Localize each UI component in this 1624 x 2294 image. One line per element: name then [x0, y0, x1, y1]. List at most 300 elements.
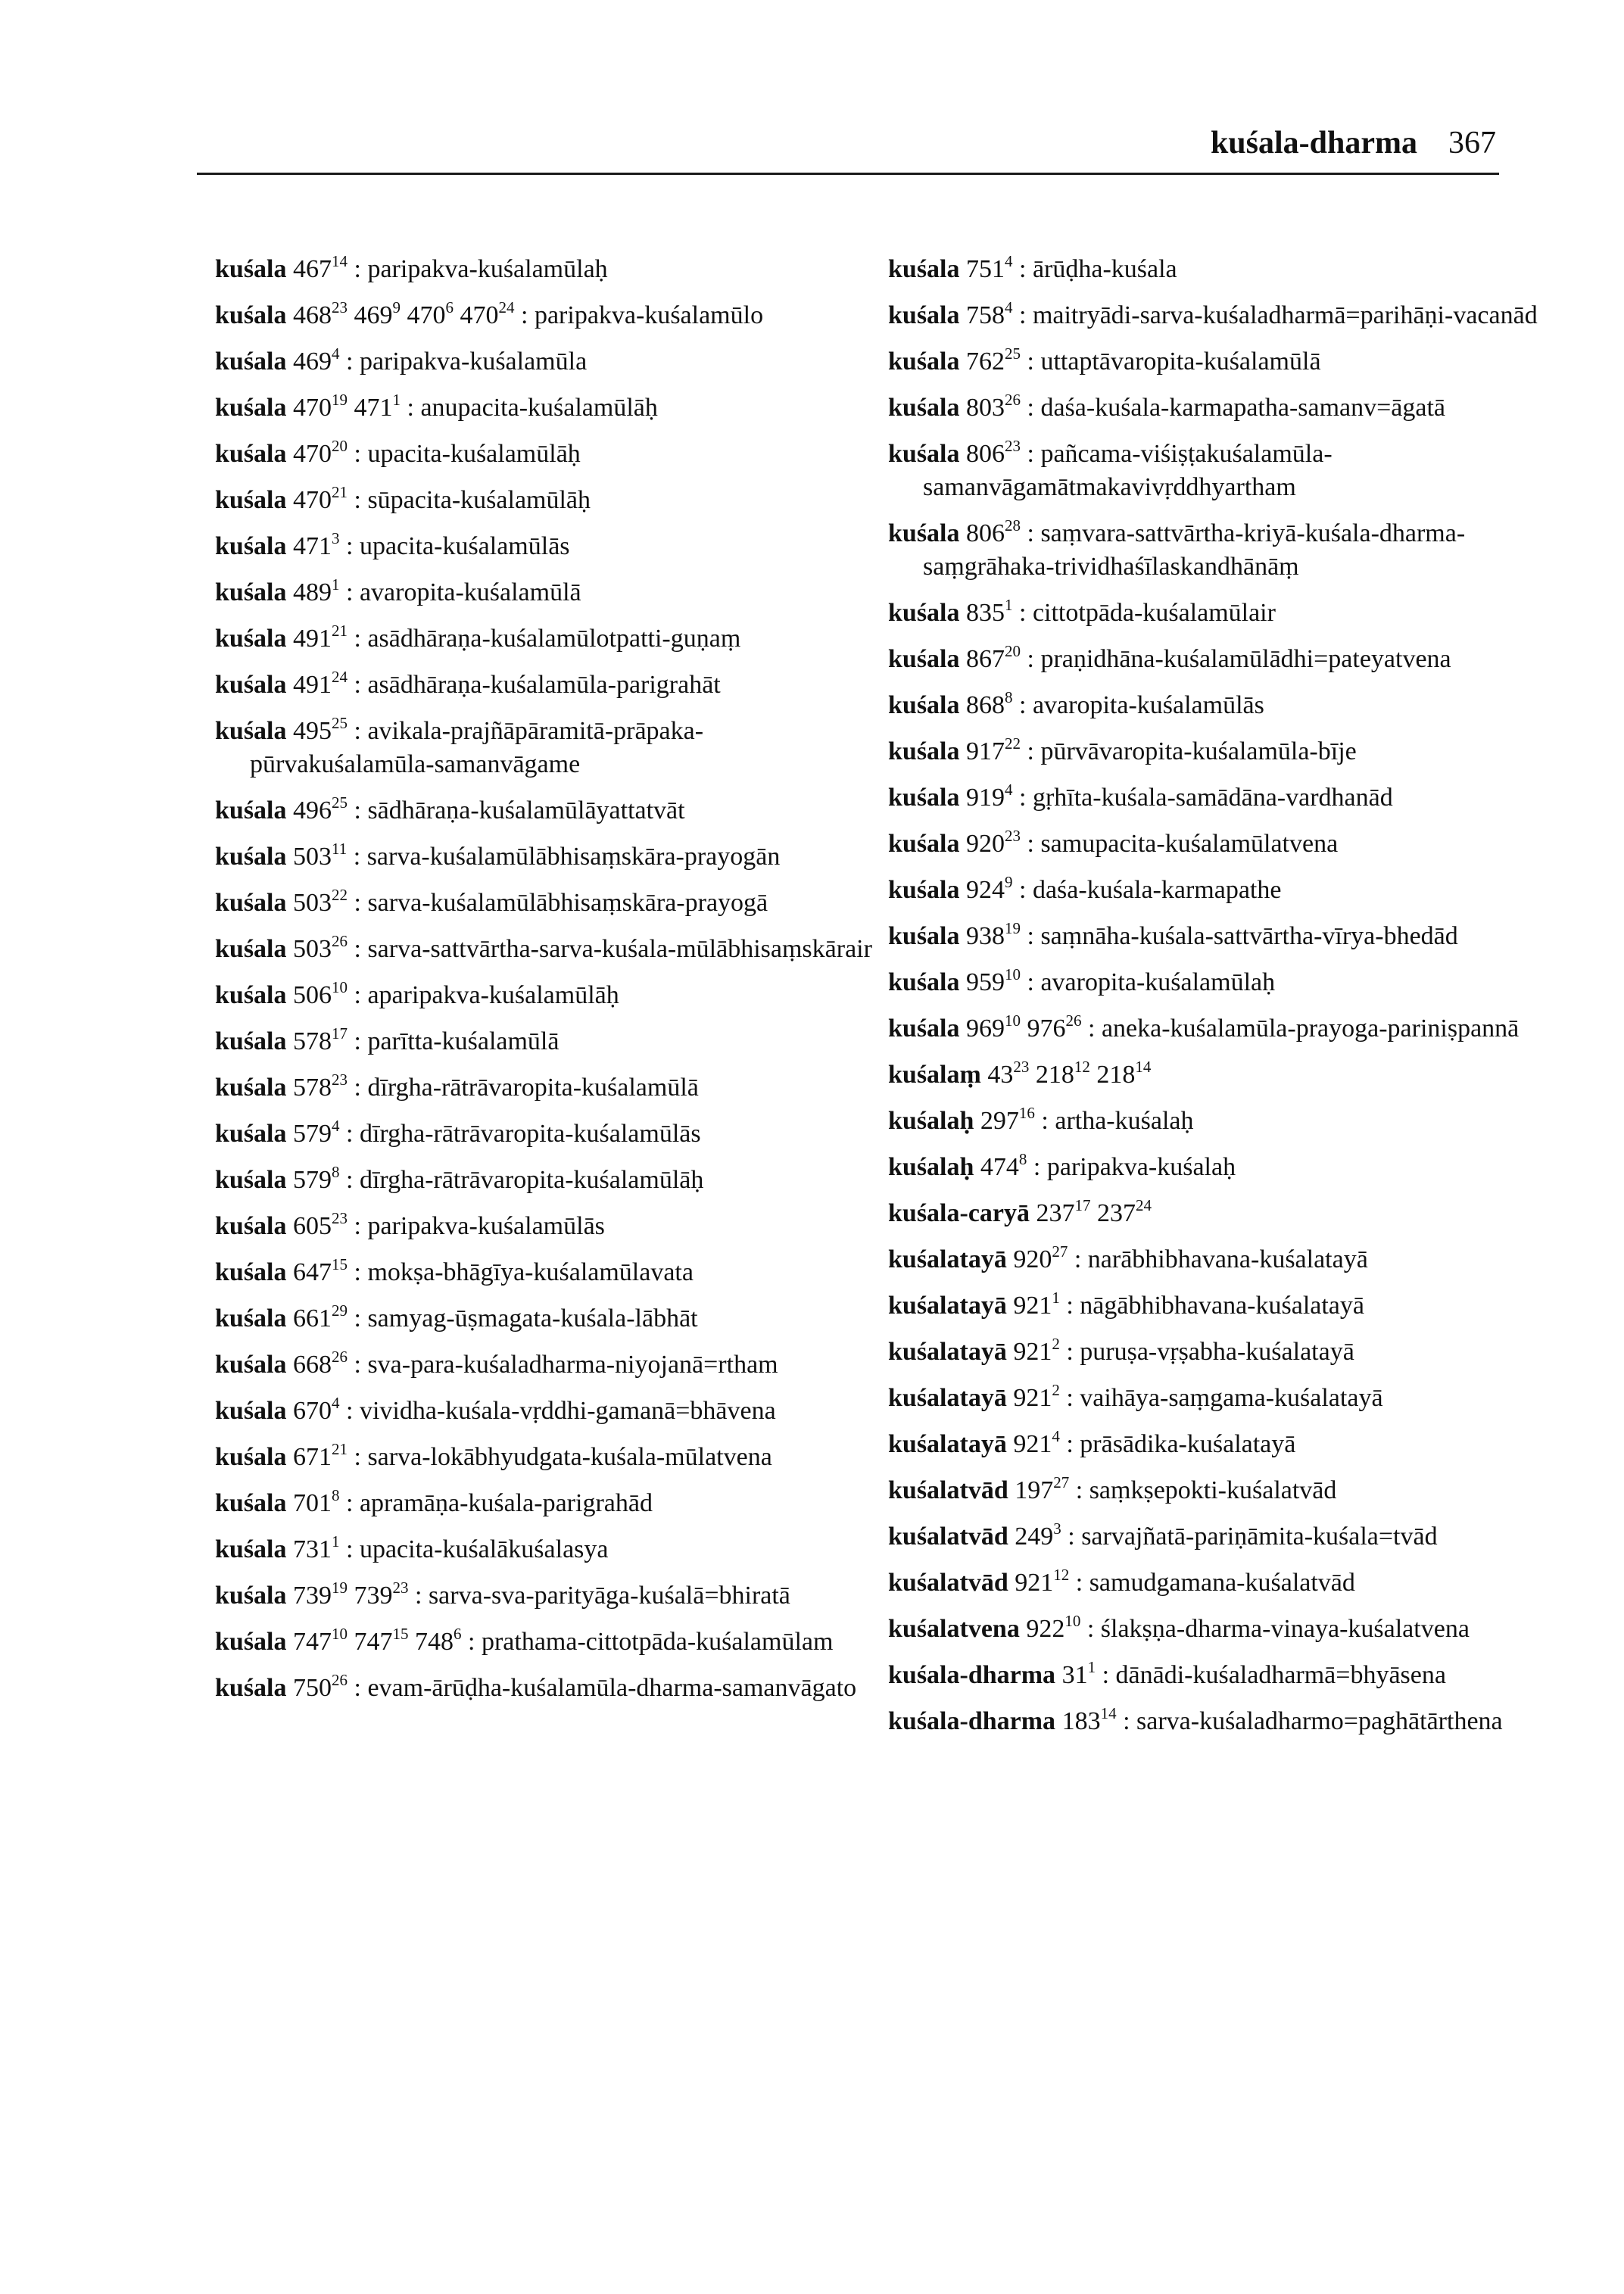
- entry-headword: kuśala: [215, 889, 287, 917]
- reference-page: 506: [293, 981, 332, 1009]
- entry-headword: kuśala: [888, 645, 960, 673]
- entry-gloss: sarva-sattvārtha-sarva-kuśala-mūlābhisaṃskārair: [367, 935, 872, 963]
- index-entry: [888, 781, 1554, 815]
- entry-headword: kuśala: [888, 830, 960, 858]
- entry-headword: kuśalatayā: [888, 1430, 1007, 1458]
- entry-headword: kuśalatayā: [888, 1338, 1007, 1366]
- entry-reference: [293, 714, 348, 745]
- entry-separator: [1060, 1338, 1080, 1366]
- index-entry: [215, 530, 881, 563]
- reference-page: 470: [460, 301, 499, 329]
- entry-gloss: upacita-kuśalamūlāḥ: [367, 440, 581, 468]
- index-entry: [215, 391, 881, 425]
- index-entry: [888, 735, 1554, 768]
- entry-headword: kuśala: [215, 671, 287, 699]
- entry-gloss: vaihāya-saṃgama-kuśalatayā: [1080, 1384, 1383, 1412]
- index-entry: [888, 828, 1554, 861]
- index-entry: [888, 1058, 1554, 1092]
- entry-headword: kuśala-caryā: [888, 1199, 1030, 1227]
- reference-page: 197: [1015, 1476, 1054, 1504]
- entry-headword: kuśalatayā: [888, 1245, 1007, 1273]
- index-entry: [888, 1197, 1554, 1230]
- index-entry: [888, 1474, 1554, 1507]
- entry-gloss: sva-para-kuśaladharma-niyojanā=rtham: [367, 1351, 778, 1379]
- entry-separator: [1021, 830, 1040, 858]
- reference-line: 26: [1065, 1011, 1082, 1030]
- entry-headword: kuśalaṃ: [888, 1061, 981, 1089]
- reference-line: 6: [454, 1625, 462, 1643]
- reference-line: 29: [332, 1301, 348, 1320]
- reference-line: 8: [1018, 1150, 1027, 1168]
- entry-separator: [1080, 1615, 1100, 1643]
- entry-gloss: ślakṣṇa-dharma-vinaya-kuśalatvena: [1100, 1615, 1470, 1643]
- entry-gloss: uttaptāvaropita-kuśalamūlā: [1040, 348, 1321, 376]
- reference-page: 578: [293, 1027, 332, 1055]
- reference-page: 747: [293, 1628, 332, 1656]
- entry-headword: kuśala: [215, 1443, 287, 1471]
- entry-headword: kuśala: [888, 876, 960, 904]
- index-entry: [888, 1520, 1554, 1554]
- entry-gloss: aneka-kuśalamūla-prayoga-pariniṣpannā: [1101, 1015, 1520, 1043]
- reference-page: 751: [966, 255, 1005, 283]
- reference-page: 762: [966, 348, 1005, 376]
- reference-line: 26: [1005, 391, 1021, 409]
- reference-page: 471: [293, 532, 332, 560]
- entry-separator: [1060, 1384, 1080, 1412]
- entry-separator: [1013, 691, 1033, 719]
- entry-headword: kuśala: [215, 1351, 287, 1379]
- entry-separator: [1021, 922, 1040, 950]
- reference-page: 921: [1013, 1338, 1052, 1366]
- entry-gloss: samudgamana-kuśalatvād: [1089, 1569, 1355, 1597]
- entry-headword: kuśala: [215, 1027, 287, 1055]
- entry-gloss: mokṣa-bhāgīya-kuśalamūlavata: [367, 1258, 694, 1286]
- entry-reference: [1015, 1473, 1070, 1504]
- reference-page: 921: [1013, 1430, 1052, 1458]
- entry-reference: [293, 1163, 340, 1194]
- entry-headword: kuśalatvād: [888, 1523, 1008, 1551]
- entry-headword: kuśala: [215, 1535, 287, 1563]
- entry-reference: [293, 668, 348, 699]
- entry-gloss: sādhāraṇa-kuśalamūlāyattatvāt: [367, 796, 685, 824]
- reference-page: 489: [293, 578, 332, 606]
- index-entry: [215, 576, 881, 609]
- reference-line: 10: [332, 1625, 348, 1643]
- entry-gloss: daśa-kuśala-karmapatha-samanv=āgatā: [1040, 394, 1446, 422]
- reference-page: 579: [293, 1166, 332, 1194]
- entry-headword: kuśala-dharma: [888, 1661, 1056, 1689]
- entry-separator: [1035, 1107, 1055, 1135]
- reference-line: 26: [332, 1671, 348, 1689]
- entry-reference: [1097, 1196, 1152, 1227]
- index-entry: [215, 933, 881, 966]
- reference-line: 10: [1005, 965, 1021, 983]
- reference-line: 23: [1013, 1058, 1030, 1076]
- reference-page: 491: [293, 625, 332, 653]
- entry-separator: [348, 981, 367, 1009]
- reference-page: 920: [1013, 1245, 1052, 1273]
- entry-reference: [354, 298, 401, 329]
- reference-line: 25: [332, 793, 348, 812]
- reference-line: 27: [1052, 1242, 1068, 1261]
- index-entry: [215, 1625, 881, 1659]
- reference-page: 503: [293, 935, 332, 963]
- entry-headword: kuśala: [215, 625, 287, 653]
- entry-separator: [1027, 1153, 1046, 1181]
- reference-page: 976: [1027, 1015, 1066, 1043]
- index-column-right: [888, 253, 1554, 1751]
- reference-line: 6: [445, 298, 454, 316]
- reference-line: 14: [1100, 1704, 1117, 1722]
- index-entry: [215, 299, 881, 332]
- reference-page: 671: [293, 1443, 332, 1471]
- entry-separator: [1096, 1661, 1115, 1689]
- entry-headword: kuśala: [215, 1489, 287, 1517]
- reference-line: 4: [1005, 298, 1013, 316]
- reference-line: 10: [1064, 1612, 1081, 1630]
- reference-page: 806: [966, 519, 1005, 547]
- index-entry: [215, 840, 881, 874]
- reference-line: 12: [1053, 1566, 1070, 1584]
- index-entry: [215, 1533, 881, 1566]
- reference-page: 496: [293, 796, 332, 824]
- entry-reference: [293, 1394, 340, 1425]
- reference-page: 579: [293, 1120, 332, 1148]
- index-entry: [215, 887, 881, 920]
- reference-line: 26: [332, 932, 348, 950]
- index-entry: [888, 1151, 1554, 1184]
- entry-separator: [340, 1166, 360, 1194]
- entry-separator: [1021, 348, 1040, 376]
- entry-gloss: sarva-kuśalamūlābhisaṃskāra-prayogān: [366, 843, 781, 871]
- reference-page: 647: [293, 1258, 332, 1286]
- reference-page: 661: [293, 1304, 332, 1332]
- index-entry: [215, 253, 881, 286]
- reference-line: 8: [332, 1486, 340, 1504]
- entry-reference: [293, 1625, 348, 1656]
- entry-headword: kuśala: [215, 717, 287, 745]
- entry-headword: kuśala: [888, 255, 960, 283]
- entry-gloss: paripakva-kuśalamūla: [359, 348, 588, 376]
- reference-line: 23: [1005, 437, 1021, 455]
- entry-reference: [1015, 1519, 1061, 1551]
- entry-headword: kuśala: [215, 1397, 287, 1425]
- reference-page: 867: [966, 645, 1005, 673]
- index-entry: [888, 643, 1554, 676]
- entry-reference: [354, 1625, 409, 1656]
- entry-separator: [348, 717, 367, 745]
- entry-headword: kuśala: [888, 922, 960, 950]
- entry-reference: [460, 298, 515, 329]
- index-entry: [888, 1012, 1554, 1046]
- entry-gloss: pañcama-viśiṣṭakuśalamūla-samanvāgamātmakavivṛddhyartham: [923, 440, 1333, 501]
- reference-line: 25: [1005, 344, 1021, 363]
- entry-headword: kuśala: [215, 1304, 287, 1332]
- entry-headword: kuśala: [215, 935, 287, 963]
- index-column-left: [215, 253, 881, 1718]
- entry-gloss: paripakva-kuśalaḥ: [1046, 1153, 1236, 1181]
- reference-page: 183: [1061, 1707, 1101, 1735]
- reference-line: 2: [1052, 1381, 1060, 1399]
- reference-page: 467: [293, 255, 332, 283]
- entry-reference: [1061, 1658, 1096, 1689]
- index-entry: [215, 1025, 881, 1058]
- entry-reference: [293, 1486, 340, 1517]
- entry-separator: [1013, 876, 1033, 904]
- reference-line: 23: [332, 1071, 348, 1089]
- reference-page: 747: [354, 1628, 393, 1656]
- reference-line: 17: [332, 1024, 348, 1043]
- index-entry: [888, 1289, 1554, 1323]
- reference-page: 670: [293, 1397, 332, 1425]
- entry-headword: kuśala: [215, 1212, 287, 1240]
- entry-reference: [966, 919, 1021, 950]
- reference-line: 9: [1005, 873, 1013, 891]
- reference-page: 503: [293, 843, 332, 871]
- entry-separator: [1021, 737, 1040, 765]
- reference-line: 1: [332, 575, 340, 594]
- entry-headword: kuśala: [215, 1120, 287, 1148]
- entry-gloss: puruṣa-vṛṣabha-kuśalatayā: [1080, 1338, 1354, 1366]
- entry-headword: kuśala: [215, 255, 287, 283]
- entry-headword: kuśalatvād: [888, 1476, 1008, 1504]
- reference-page: 917: [966, 737, 1005, 765]
- index-entry: [215, 1071, 881, 1105]
- index-entry: [888, 920, 1554, 953]
- entry-gloss: sarva-kuśaladharmo=paghātārthena: [1136, 1707, 1503, 1735]
- entry-separator: [348, 486, 367, 514]
- index-entry: [888, 1243, 1554, 1276]
- page-number: 367: [1448, 126, 1496, 161]
- entry-gloss: praṇidhāna-kuśalamūlādhi=pateyatvena: [1040, 645, 1451, 673]
- entry-headword: kuśalatvena: [888, 1615, 1020, 1643]
- entry-gloss: sarva-lokābhyudgata-kuśala-mūlatvena: [367, 1443, 772, 1471]
- entry-gloss: prathama-cittotpāda-kuśalamūlam: [481, 1628, 834, 1656]
- entry-separator: [1060, 1430, 1080, 1458]
- entry-gloss: paripakva-kuśalamūlaḥ: [367, 255, 608, 283]
- entry-reference: [1061, 1704, 1117, 1735]
- entry-separator: [348, 440, 367, 468]
- index-entry: [215, 1441, 881, 1474]
- reference-line: 21: [332, 1440, 348, 1458]
- entry-reference: [293, 1671, 348, 1702]
- reference-page: 468: [293, 301, 332, 329]
- entry-separator: [1013, 301, 1033, 329]
- reference-line: 16: [1018, 1104, 1035, 1122]
- reference-line: 1: [1052, 1289, 1060, 1307]
- entry-separator: [1021, 519, 1040, 547]
- reference-line: 23: [1005, 827, 1021, 845]
- entry-reference: [293, 840, 348, 871]
- reference-line: 10: [332, 978, 348, 996]
- reference-line: 19: [332, 1579, 348, 1597]
- index-entry: [888, 517, 1554, 584]
- entry-headword: kuśala: [215, 394, 287, 422]
- reference-page: 868: [966, 691, 1005, 719]
- entry-gloss: apramāṇa-kuśala-parigrahād: [359, 1489, 653, 1517]
- entry-gloss: asādhāraṇa-kuśalamūlotpatti-guṇaṃ: [367, 625, 741, 653]
- reference-line: 1: [332, 1532, 340, 1551]
- entry-gloss: nāgābhibhavana-kuśalatayā: [1080, 1292, 1364, 1320]
- entry-reference: [966, 965, 1021, 996]
- entry-reference: [293, 391, 348, 422]
- entry-gloss: saṃnāha-kuśala-sattvārtha-vīrya-bhedād: [1040, 922, 1458, 950]
- reference-page: 470: [407, 301, 446, 329]
- entry-separator: [1021, 968, 1040, 996]
- reference-line: 25: [332, 714, 348, 732]
- reference-page: 237: [1036, 1199, 1075, 1227]
- reference-line: 4: [1005, 781, 1013, 799]
- entry-reference: [354, 391, 401, 422]
- reference-page: 491: [293, 671, 332, 699]
- index-entry: [888, 438, 1554, 504]
- entry-headword: kuśalatayā: [888, 1384, 1007, 1412]
- entry-reference: [966, 344, 1021, 376]
- entry-separator: [348, 796, 367, 824]
- entry-reference: [293, 1024, 348, 1055]
- entry-gloss: dānādi-kuśaladharmā=bhyāsena: [1115, 1661, 1446, 1689]
- reference-page: 701: [293, 1489, 332, 1517]
- index-entry: [888, 966, 1554, 999]
- reference-line: 3: [1053, 1519, 1061, 1538]
- entry-reference: [966, 827, 1021, 858]
- reference-line: 4: [1005, 252, 1013, 270]
- reference-line: 1: [1087, 1658, 1096, 1676]
- entry-gloss: ārūḍha-kuśala: [1032, 255, 1177, 283]
- entry-gloss: saṃkṣepokti-kuśalatvād: [1089, 1476, 1337, 1504]
- index-entry: [215, 1487, 881, 1520]
- reference-line: 17: [1074, 1196, 1091, 1214]
- entry-reference: [293, 1255, 348, 1286]
- entry-reference: [966, 391, 1021, 422]
- reference-page: 469: [293, 348, 332, 376]
- reference-line: 1: [392, 391, 401, 409]
- entry-headword: kuśalatayā: [888, 1292, 1007, 1320]
- index-entry: [215, 1672, 881, 1705]
- entry-separator: [1021, 645, 1040, 673]
- reference-page: 731: [293, 1535, 332, 1563]
- reference-line: 2: [1052, 1335, 1060, 1353]
- entry-headword: kuśala: [215, 1074, 287, 1102]
- entry-separator: [1069, 1569, 1089, 1597]
- entry-gloss: anupacita-kuśalamūlāḥ: [420, 394, 658, 422]
- entry-gloss: avikala-prajñāpāramitā-prāpaka-pūrvakuśalamūla-samanvāgame: [250, 717, 704, 778]
- reference-page: 31: [1061, 1661, 1088, 1689]
- reference-page: 249: [1015, 1523, 1054, 1551]
- entry-gloss: cittotpāda-kuśalamūlair: [1032, 599, 1276, 627]
- index-entry: [215, 794, 881, 828]
- entry-headword: kuśala: [215, 843, 287, 871]
- entry-reference: [293, 529, 340, 560]
- entry-gloss: parītta-kuśalamūlā: [367, 1027, 560, 1055]
- reference-page: 668: [293, 1351, 332, 1379]
- reference-page: 959: [966, 968, 1005, 996]
- entry-separator: [340, 1397, 360, 1425]
- index-entry: [888, 874, 1554, 907]
- entry-headword: kuśala: [215, 578, 287, 606]
- entry-separator: [1013, 255, 1033, 283]
- reference-line: 4: [1052, 1427, 1060, 1445]
- entry-reference: [966, 688, 1013, 719]
- entry-reference: [293, 1532, 340, 1563]
- entry-headword: kuśala: [888, 968, 960, 996]
- reference-page: 469: [354, 301, 393, 329]
- reference-page: 503: [293, 889, 332, 917]
- index-entry: [215, 1302, 881, 1336]
- index-entry: [215, 1579, 881, 1613]
- entry-gloss: prāsādika-kuśalatayā: [1080, 1430, 1296, 1458]
- reference-line: 20: [1005, 642, 1021, 660]
- reference-page: 578: [293, 1074, 332, 1102]
- reference-page: 919: [966, 784, 1005, 812]
- reference-page: 922: [1026, 1615, 1065, 1643]
- index-entry: [888, 597, 1554, 630]
- index-entry: [215, 345, 881, 379]
- entry-headword: kuśalaḥ: [888, 1107, 974, 1135]
- entry-separator: [1013, 599, 1033, 627]
- entry-reference: [966, 734, 1021, 765]
- entry-reference: [980, 1150, 1027, 1181]
- reference-line: 22: [332, 886, 348, 904]
- entry-reference: [407, 298, 454, 329]
- entry-gloss: paripakva-kuśalamūlo: [534, 301, 764, 329]
- reference-page: 470: [293, 440, 332, 468]
- entry-separator: [348, 889, 367, 917]
- index-entry: [888, 1428, 1554, 1461]
- entry-headword: kuśala: [215, 1258, 287, 1286]
- entry-separator: [340, 1120, 360, 1148]
- reference-line: 23: [392, 1579, 409, 1597]
- entry-gloss: maitryādi-sarva-kuśaladharmā=parihāṇi-vacanād: [1032, 301, 1538, 329]
- index-entry: [888, 391, 1554, 425]
- entry-separator: [1061, 1523, 1081, 1551]
- reference-line: 19: [332, 391, 348, 409]
- reference-line: 11: [332, 840, 348, 858]
- index-entry: [888, 689, 1554, 722]
- entry-headword: kuśala: [215, 532, 287, 560]
- reference-page: 806: [966, 440, 1005, 468]
- reference-line: 24: [1136, 1196, 1152, 1214]
- entry-headword: kuśala: [215, 981, 287, 1009]
- reference-line: 27: [1053, 1473, 1070, 1491]
- entry-headword: kuśala: [888, 519, 960, 547]
- entry-separator: [1069, 1476, 1089, 1504]
- reference-page: 750: [293, 1674, 332, 1702]
- entry-gloss: daśa-kuśala-karmapathe: [1032, 876, 1282, 904]
- entry-separator: [1082, 1015, 1102, 1043]
- entry-gloss: sūpacita-kuśalamūlāḥ: [367, 486, 591, 514]
- entry-headword: kuśala: [888, 599, 960, 627]
- entry-separator: [348, 671, 367, 699]
- index-entry: [888, 299, 1554, 332]
- entry-reference: [966, 437, 1021, 468]
- index-entry: [888, 1659, 1554, 1692]
- entry-reference: [293, 886, 348, 917]
- reference-page: 835: [966, 599, 1005, 627]
- entry-headword: kuśala: [215, 486, 287, 514]
- entry-headword: kuśala: [888, 691, 960, 719]
- reference-page: 920: [966, 830, 1005, 858]
- reference-line: 12: [1074, 1058, 1090, 1076]
- entry-gloss: avaropita-kuśalamūlaḥ: [1040, 968, 1276, 996]
- index-entry: [215, 1164, 881, 1197]
- index-entry: [888, 1705, 1554, 1738]
- entry-gloss: paripakva-kuśalamūlās: [367, 1212, 605, 1240]
- entry-reference: [293, 483, 348, 514]
- entry-reference: [1013, 1381, 1060, 1412]
- reference-line: 21: [332, 622, 348, 640]
- entry-separator: [348, 1258, 367, 1286]
